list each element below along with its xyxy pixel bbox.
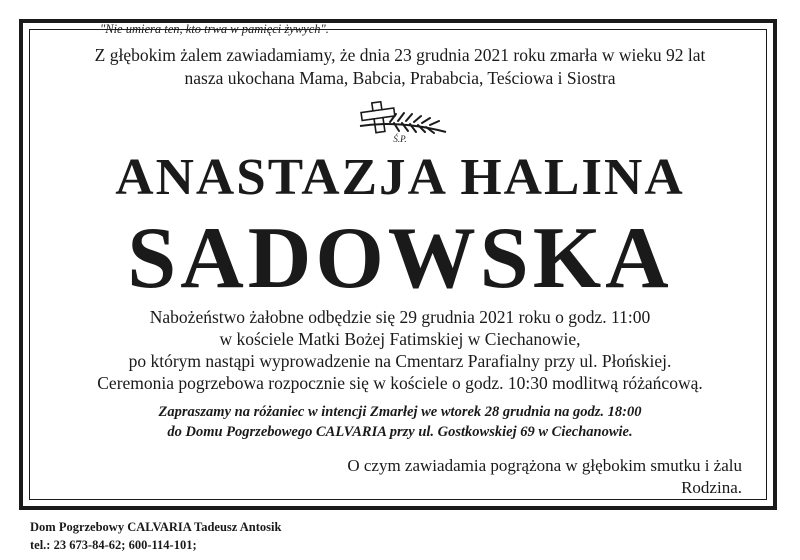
announcement-line-1: Z głębokim żalem zawiadamiamy, że dnia 23 grudnia 2021 roku zmarła w wieku 92 lat: [94, 45, 706, 65]
closing-signature: Rodzina.: [681, 478, 742, 497]
sp-abbreviation: Ś.P.: [393, 134, 407, 144]
announcement-line-2: nasza ukochana Mama, Babcia, Prababcia, Teściowa i Siostra: [184, 68, 616, 88]
funeral-home-phone: tel.: 23 673-84-62; 600-114-101;: [30, 538, 197, 552]
closing-line-1: O czym zawiadamia pogrążona w głębokim smutku i żalu: [347, 456, 742, 475]
ceremony-line-2: w kościele Matki Bożej Fatimskiej w Ciechanowie,: [219, 329, 581, 349]
deceased-surname: SADOWSKA: [127, 210, 673, 307]
ceremony-line-4: Ceremonia pogrzebowa rozpocznie się w kościele o godz. 10:30 modlitwą różańcową.: [97, 373, 703, 393]
deceased-first-names: ANASTAZJA HALINA: [115, 149, 685, 206]
invitation-line-2: do Domu Pogrzebowego CALVARIA przy ul. Gostkowskiej 69 w Ciechanowie.: [167, 424, 633, 440]
ceremony-line-3: po którym nastąpi wyprowadzenie na Cmentarz Parafialny przy ul. Płońskiej.: [128, 351, 672, 371]
invitation-line-1: Zapraszamy na różaniec w intencji Zmarłej we wtorek 28 grudnia na godz. 18:00: [158, 404, 642, 420]
ceremony-line-1: Nabożeństwo żałobne odbędzie się 29 grudnia 2021 roku o godz. 11:00: [149, 307, 651, 327]
funeral-home-name: Dom Pogrzebowy CALVARIA Tadeusz Antosik: [30, 520, 282, 534]
cross-with-palm-branch-icon: [350, 100, 450, 148]
motto: "Nie umiera ten, kto trwa w pamięci żywych".: [100, 22, 329, 36]
